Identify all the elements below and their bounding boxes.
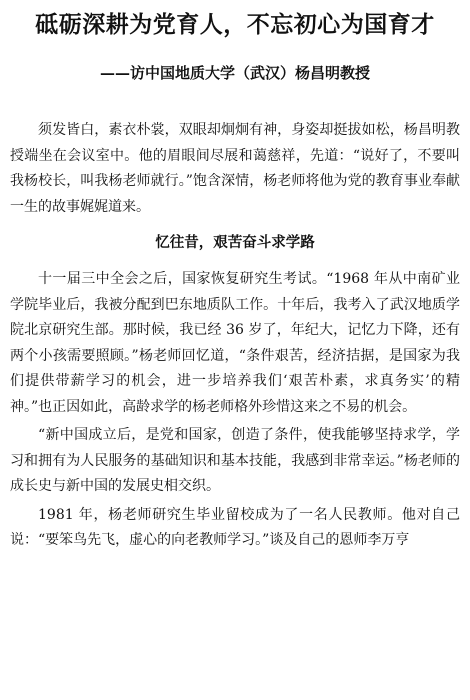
article-body	[10, 84, 460, 554]
section-heading: 忆往昔，艰苦奋斗求学路	[155, 234, 315, 251]
intro-paragraph: 须发皆白，素衣朴裳，双眼却炯炯有神，身姿却挺拔如松，杨昌明教授端坐在会议室中。他的眉眼间尽展和蔼慈祥，先道：“说好了，不要叫我杨校长，叫我杨老师就行。”饱含深情，杨老师将他为党的教育事业奉献一生的故事娓娓道来。	[10, 122, 460, 215]
body-paragraph-2: “新中国成立后，是党和国家，创造了条件，使我能够坚持求学，学习和拥有为人民服务的基础知识和基本技能，我感到非常幸运。”杨老师的成长史与新中国的发展史相交织。	[10, 427, 460, 494]
article-title: 砥砺深耕为党育人，不忘初心为国育才	[35, 11, 435, 38]
body-paragraph-1: 十一届三中全会之后，国家恢复研究生考试。“1968 年从中南矿业学院毕业后，我被分配到巴东地质队工作。十年后，我考入了武汉地质学院北京研究生部。那时候，我已经 36 岁了，年纪大，记忆力下降，还有两个小孩需要照顾。”杨老师回忆道，“条件艰苦，经济拮据，是国家为我们提供带薪学习的机会，进一步培养我们‘艰苦朴素，求真务实’的精神。”也正因如此，高龄求学的杨老师格外珍惜这来之不易的机会。	[10, 271, 460, 415]
body-paragraph-3: 1981 年，杨老师研究生毕业留校成为了一名人民教师。他对自己说：“要笨鸟先飞，虚心的向老教师学习。”谈及自己的恩师李万亨	[10, 506, 460, 548]
article-subtitle: ——访中国地质大学（武汉）杨昌明教授	[99, 64, 370, 82]
